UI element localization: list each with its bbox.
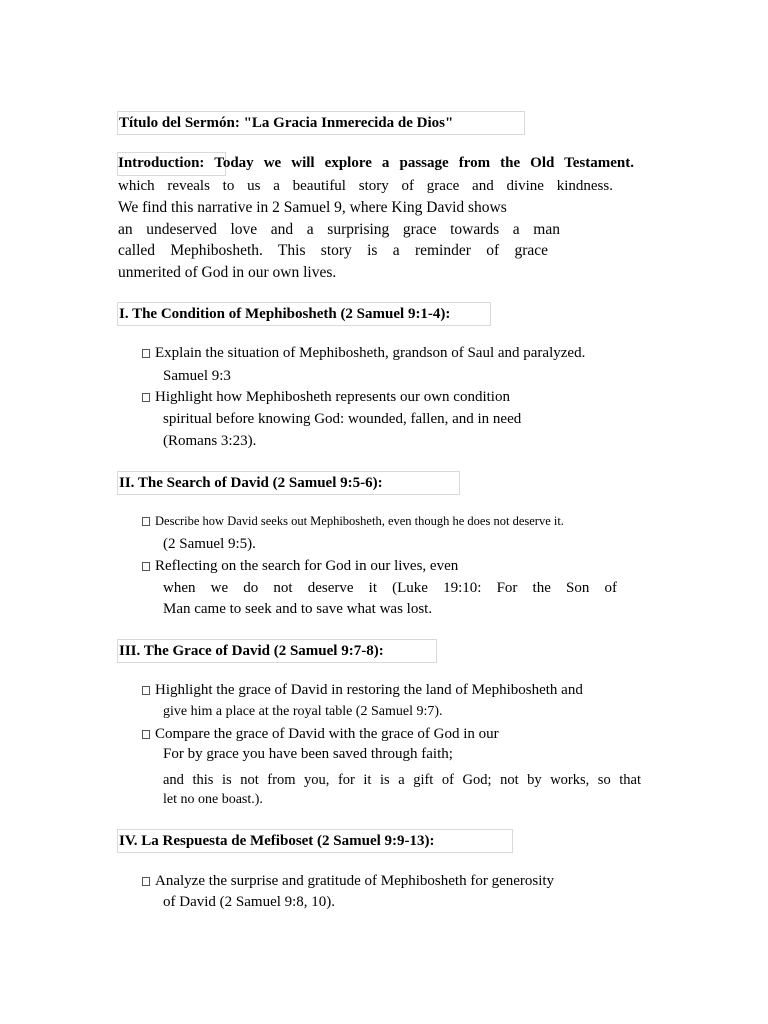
intro-line-5: called Mephibosheth. This story is a reminder of grace — [118, 242, 548, 259]
intro-line-2: which reveals to us a beautiful story of grace and divine kindness. — [118, 178, 613, 194]
section-3-bullet-1: Highlight the grace of David in restoring the land of Mephibosheth and — [142, 680, 583, 700]
section-2-line-2: (2 Samuel 9:5). — [163, 536, 256, 552]
intro-line-6: unmerited of God in our own lives. — [118, 264, 337, 281]
sermon-title: Título del Sermón: "La Gracia Inmerecida de Dios" — [117, 111, 525, 135]
bullet-icon — [142, 349, 150, 358]
bullet-icon — [142, 877, 150, 886]
section-1-bullet-2: Highlight how Mephibosheth represents our own condition — [142, 387, 510, 407]
intro-text: Today we will explore a passage from the Old Testament. — [214, 155, 635, 171]
bullet-icon — [142, 562, 150, 571]
section-heading-2: II. The Search of David (2 Samuel 9:5-6): — [117, 471, 460, 495]
section-2-line-4: when we do not deserve it (Luke 19:10: For the Son of — [163, 580, 617, 596]
section-3-bullet-2: Compare the grace of David with the grace of God in our — [142, 724, 499, 744]
section-1-line-5: (Romans 3:23). — [163, 433, 257, 449]
intro-line-1 — [118, 153, 634, 173]
section-2-bullet-1: Describe how David seeks out Mephibosheth, even though he does not deserve it. — [142, 511, 564, 531]
section-3-line-6: let no one boast.). — [163, 792, 263, 807]
section-3-line-5: and this is not from you, for it is a gift of God; not by works, so that — [163, 772, 641, 788]
section-heading-4: IV. La Respuesta de Mefiboset (2 Samuel 9:9-13): — [117, 829, 513, 853]
bullet-icon — [142, 517, 150, 526]
section-heading-1: I. The Condition of Mephibosheth (2 Samuel 9:1-4): — [117, 302, 491, 326]
section-3-line-4: For by grace you have been saved through faith; — [163, 746, 453, 762]
section-1-line-4: spiritual before knowing God: wounded, fallen, and in need — [163, 411, 522, 427]
bullet-icon — [142, 686, 150, 695]
intro-line-3: We find this narrative in 2 Samuel 9, where King David shows — [118, 199, 507, 216]
section-4-bullet-1: Analyze the surprise and gratitude of Mephibosheth for generosity — [142, 871, 554, 891]
section-1-line-2: Samuel 9:3 — [163, 368, 231, 384]
intro-label: Introduction: — [118, 155, 205, 171]
section-1-bullet-1: Explain the situation of Mephibosheth, grandson of Saul and paralyzed. — [142, 343, 585, 363]
section-heading-3: III. The Grace of David (2 Samuel 9:7-8): — [117, 639, 437, 663]
section-2-line-5: Man came to seek and to save what was lost. — [163, 601, 433, 617]
section-3-line-2: give him a place at the royal table (2 Samuel 9:7). — [163, 704, 443, 719]
intro-line-4: an undeserved love and a surprising grace towards a man — [118, 221, 560, 238]
section-2-bullet-2: Reflecting on the search for God in our lives, even — [142, 556, 458, 576]
section-4-line-2: of David (2 Samuel 9:8, 10). — [163, 894, 336, 910]
bullet-icon — [142, 393, 150, 402]
bullet-icon — [142, 730, 150, 739]
